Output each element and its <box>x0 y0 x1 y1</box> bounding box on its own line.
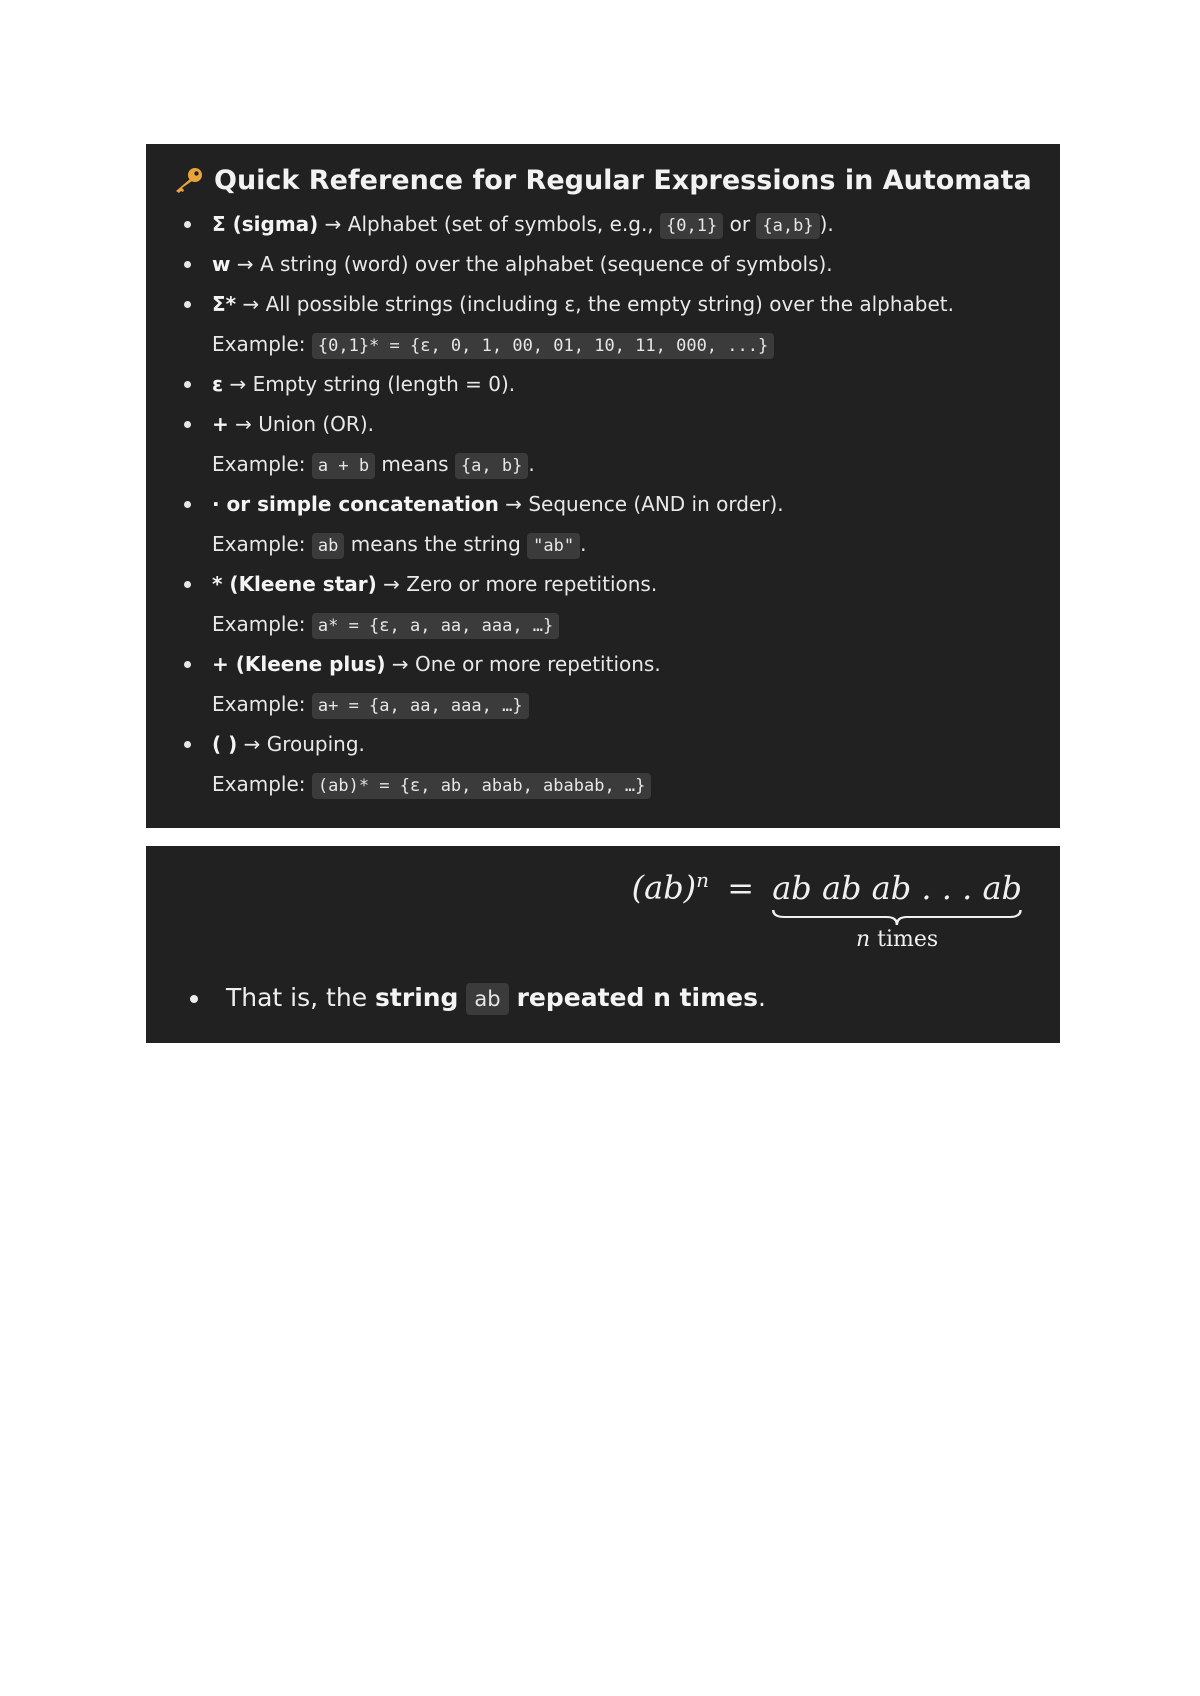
list-item-w <box>172 244 1036 284</box>
desc-kleene-star: → Zero or more repetitions. <box>376 572 658 596</box>
term-w: w <box>212 252 231 276</box>
underbrace-label: n times <box>855 926 939 952</box>
example-concatenation <box>172 524 1036 564</box>
summary-bold-string: string <box>375 983 459 1012</box>
code-binary-alphabet: {0,1} <box>660 213 723 239</box>
example-code: {0,1}* = {ε, 0, 1, 00, 01, 10, 11, 000, ...} <box>312 333 774 359</box>
summary-code: ab <box>466 983 508 1015</box>
term-epsilon: ε <box>212 372 224 396</box>
example-label: Example: <box>212 332 312 356</box>
desc-epsilon: → Empty string (length = 0). <box>223 372 516 396</box>
example-text: means the string <box>344 532 528 556</box>
reference-panel <box>146 144 1060 828</box>
example-label: Example: <box>212 452 312 476</box>
list-item-epsilon <box>172 364 1036 404</box>
list-item-kleene-star <box>172 564 1036 604</box>
formula <box>631 868 1022 952</box>
term-grouping: ( ) <box>212 732 238 756</box>
example-code: a+ = {a, aa, aaa, …} <box>312 693 529 719</box>
example-code: a + b <box>312 453 375 479</box>
example-label: Example: <box>212 612 312 636</box>
example-label: Example: <box>212 532 312 556</box>
example-text: means <box>375 452 455 476</box>
example-code: a* = {ε, a, aa, aaa, …} <box>312 613 559 639</box>
desc-union: → Union (OR). <box>228 412 374 436</box>
example-label: Example: <box>212 772 312 796</box>
example-code: (ab)* = {ε, ab, abab, ababab, …} <box>312 773 652 799</box>
list-item-grouping <box>172 724 1036 764</box>
term-sigma: Σ (sigma) <box>212 212 319 236</box>
list-item-union <box>172 404 1036 444</box>
underbrace-group <box>772 868 1022 952</box>
formula-panel <box>146 846 1060 1043</box>
formula-exponent: n <box>696 868 710 892</box>
example-grouping <box>172 764 1036 804</box>
reference-title-text: Quick Reference for Regular Expressions in Automata <box>214 164 1032 196</box>
underbrace <box>772 909 1022 927</box>
summary-line <box>186 978 766 1018</box>
reference-list <box>172 204 1036 804</box>
summary-end: . <box>758 983 766 1012</box>
formula-rhs: ab ab ab . . . ab <box>772 868 1022 907</box>
example-code: {a, b} <box>455 453 528 479</box>
desc-kleene-plus: → One or more repetitions. <box>385 652 661 676</box>
example-code: "ab" <box>527 533 580 559</box>
summary-bold-repeated: repeated n times <box>516 983 758 1012</box>
key-icon <box>172 166 204 194</box>
example-end: . <box>528 452 535 476</box>
list-item-kleene-plus <box>172 644 1036 684</box>
term-kleene-plus: + (Kleene plus) <box>212 652 386 676</box>
list-item-sigma-star <box>172 284 1036 324</box>
desc-sigma-star: → All possible strings (including ε, the empty string) over the alphabet. <box>236 292 954 316</box>
or-text: or <box>723 212 757 236</box>
underbrace-label-text: times <box>877 926 939 952</box>
example-union <box>172 444 1036 484</box>
example-label: Example: <box>212 692 312 716</box>
example-sigma-star <box>172 324 1036 364</box>
formula-equals: = <box>727 868 755 907</box>
summary-pre: That is, the <box>226 983 376 1012</box>
code-ab-alphabet: {a,b} <box>756 213 819 239</box>
desc-sigma: → Alphabet (set of symbols, e.g., <box>318 212 661 236</box>
list-item-concatenation <box>172 484 1036 524</box>
example-end: . <box>580 532 587 556</box>
desc-concatenation: → Sequence (AND in order). <box>498 492 784 516</box>
formula-lhs: (ab) <box>631 868 697 907</box>
example-kleene-star <box>172 604 1036 644</box>
term-union: + <box>212 412 229 436</box>
reference-title <box>172 162 1036 198</box>
example-kleene-plus <box>172 684 1036 724</box>
term-kleene-star: * (Kleene star) <box>212 572 377 596</box>
desc-w: → A string (word) over the alphabet (sequence of symbols). <box>230 252 833 276</box>
list-item-sigma <box>172 204 1036 244</box>
term-concatenation: · or simple concatenation <box>212 492 499 516</box>
term-sigma-star: Σ* <box>212 292 237 316</box>
desc-grouping: → Grouping. <box>237 732 365 756</box>
desc-sigma-end: ). <box>819 212 834 236</box>
example-code: ab <box>312 533 344 559</box>
